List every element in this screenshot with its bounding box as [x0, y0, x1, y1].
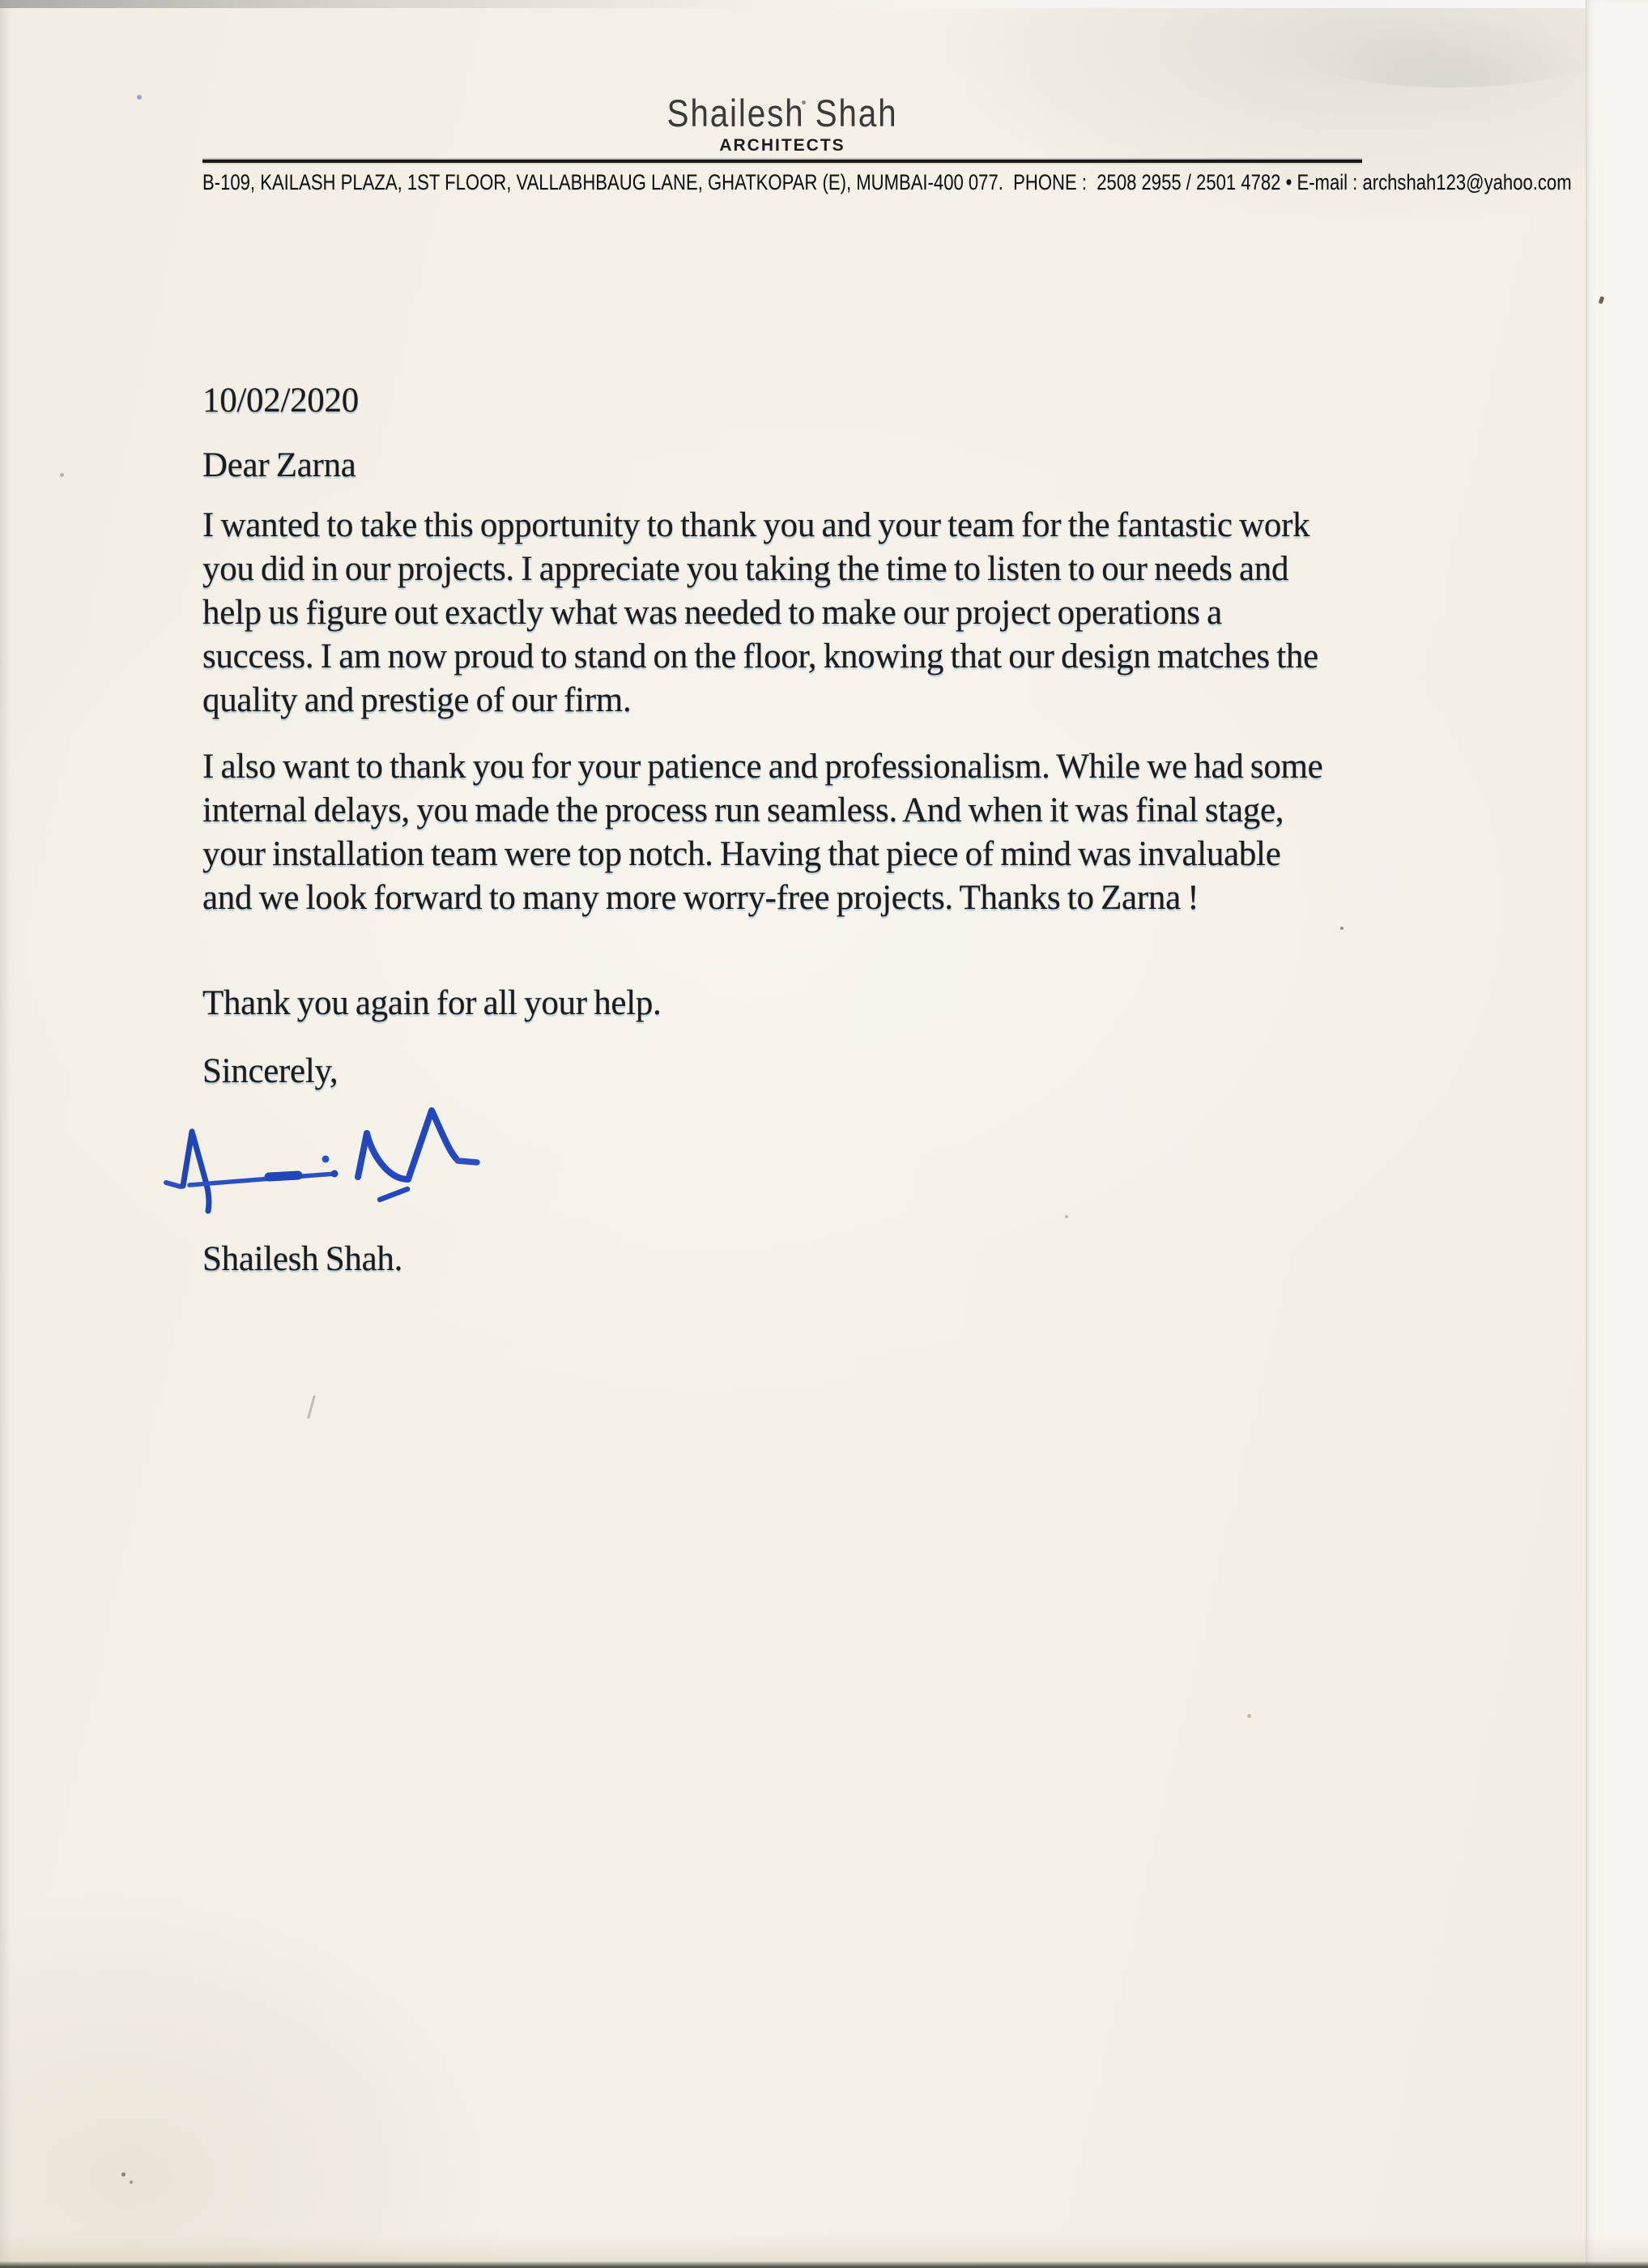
signature-scribble	[155, 1098, 488, 1220]
salutation: Dear Zarna	[202, 446, 356, 484]
signature-ink-svg	[155, 1098, 488, 1220]
paper-speck	[121, 2172, 126, 2176]
scan-bottom-edge-line	[0, 2262, 1648, 2268]
paper-bottom-shading	[0, 2234, 1648, 2262]
company-name: Shailesh Shah	[666, 92, 898, 135]
letterhead-divider-rule	[202, 160, 1362, 163]
signoff: Sincerely,	[202, 1052, 339, 1090]
scan-top-edge-shadow	[0, 0, 1648, 8]
paper-right-edge	[1586, 0, 1648, 2268]
letter-paragraph: I wanted to take this opportunity to thank you and your team for the fantastic work you did in our projects. I appreciate you taking the time to listen to our needs and help us figure out exactly what was needed to make our project operations a success. I am now proud to stand on the floor, knowing that our design matches the quality and prestige of our firm.	[202, 506, 1318, 719]
paper-speck	[60, 473, 64, 477]
paper-speck	[130, 2181, 133, 2184]
paper-speck	[1247, 1714, 1251, 1718]
closing-line: Thank you again for all your help.	[202, 984, 662, 1022]
paper-speck	[1340, 927, 1344, 930]
paper-crease-mark	[307, 1395, 316, 1419]
paper-wrinkle-shadow	[1296, 15, 1603, 87]
signed-name: Shailesh Shah.	[202, 1240, 403, 1278]
company-tagline: ARCHITECTS	[719, 136, 845, 155]
letter-paragraph: I also want to thank you for your patience and professionalism. While we had some internal delays, you made the process run seamless. And when it was final stage, your installation team were top notch. Having that piece of mind was invaluable and we look forward to many more worry-free projects. Thanks to Zarna !	[202, 748, 1323, 917]
letterhead-address-line: B-109, KAILASH PLAZA, 1ST FLOOR, VALLABHBAUG LANE, GHATKOPAR (E), MUMBAI-400 077. PHONE : 2508 2955 / 2501 4782 • E-mail : archshah123@yahoo.com	[202, 170, 1572, 194]
letter-date: 10/02/2020	[202, 382, 359, 420]
paper-speck	[1065, 1215, 1068, 1218]
paper-speck	[137, 95, 142, 100]
